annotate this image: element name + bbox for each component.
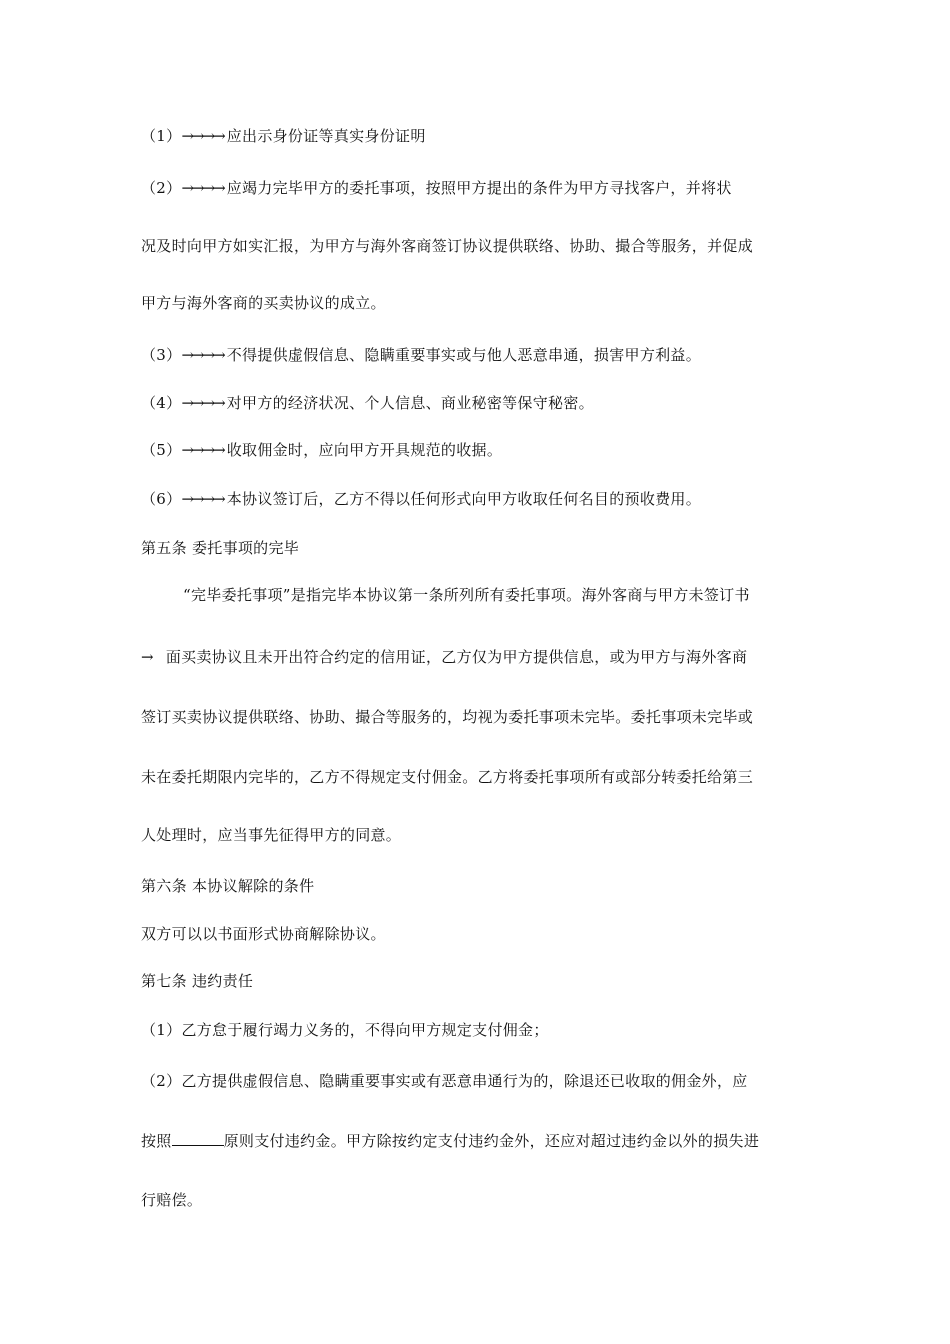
line-text: 面买卖协议且未开出符合约定的信用证，乙方仅为甲方提供信息，或为甲方与海外客商 <box>165 648 748 666</box>
item-text: 应竭力完毕甲方的委托事项，按照甲方提出的条件为甲方寻找客户，并将状 <box>226 179 732 197</box>
tab-arrows: →→→→ <box>181 394 224 412</box>
item-number: （4） <box>141 394 182 412</box>
item-text: 收取佣金时，应向甲方开具规范的收据。 <box>226 441 503 459</box>
item-text: 对甲方的经济状况、个人信息、商业秘密等保守秘密。 <box>226 394 594 412</box>
line-text-end: 原则支付违约金。甲方除按约定支付违约金外，还应对超过违约金以外的损失进 <box>223 1132 760 1150</box>
duty-item-6 <box>141 489 701 509</box>
fill-in-blank <box>172 1131 224 1146</box>
item-number: （2） <box>141 179 182 197</box>
line-text-start: 按照 <box>141 1132 172 1150</box>
item-text: 不得提供虚假信息、隐瞒重要事实或与他人恶意串通，损害甲方利益。 <box>226 346 702 364</box>
tab-arrow: → <box>141 648 154 666</box>
item-text: 应出示身份证等真实身份证明 <box>226 127 426 145</box>
duty-item-2 <box>141 178 732 198</box>
article-5-para-line-4: 未在委托期限内完毕的，乙方不得规定支付佣金。乙方将委托事项所有或部分转委托给第三 <box>141 768 754 786</box>
tab-arrows: →→→→ <box>181 127 224 145</box>
liability-item-2-line-3: 行赔偿。 <box>141 1191 203 1209</box>
duty-item-2-line-2: 况及时向甲方如实汇报，为甲方与海外客商签订协议提供联络、协助、撮合等服务，并促成 <box>141 237 754 255</box>
duty-item-2-line-3: 甲方与海外客商的买卖协议的成立。 <box>141 294 386 312</box>
article-5-para-line-3: 签订买卖协议提供联络、协助、撮合等服务的，均视为委托事项未完毕。委托事项未完毕或 <box>141 708 754 726</box>
tab-arrows: →→→→ <box>181 346 224 364</box>
article-7-heading: 第七条 违约责任 <box>141 972 254 990</box>
item-number: （3） <box>141 346 182 364</box>
duty-item-3 <box>141 345 701 365</box>
article-6-body: 双方可以以书面形式协商解除协议。 <box>141 925 386 943</box>
liability-item-2: （2）乙方提供虚假信息、隐瞒重要事实或有恶意串通行为的，除退还已收取的佣金外，应 <box>141 1072 748 1090</box>
liability-item-2-line-2 <box>141 1131 759 1151</box>
duty-item-5 <box>141 440 502 460</box>
tab-arrows: →→→→ <box>181 441 224 459</box>
item-text: 本协议签订后，乙方不得以任何形式向甲方收取任何名目的预收费用。 <box>226 490 702 508</box>
item-number: （1） <box>141 127 182 145</box>
tab-arrows: →→→→ <box>181 179 224 197</box>
liability-item-1: （1）乙方怠于履行竭力义务的，不得向甲方规定支付佣金； <box>141 1021 549 1039</box>
item-number: （6） <box>141 490 182 508</box>
tab-arrows: →→→→ <box>181 490 224 508</box>
duty-item-4 <box>141 393 594 413</box>
article-5-heading: 第五条 委托事项的完毕 <box>141 539 300 557</box>
article-6-heading: 第六条 本协议解除的条件 <box>141 877 315 895</box>
article-5-para-line-2 <box>141 647 747 667</box>
article-5-para-line-5: 人处理时，应当事先征得甲方的同意。 <box>141 826 402 844</box>
item-number: （5） <box>141 441 182 459</box>
article-5-para-line-1: “完毕委托事项”是指完毕本协议第一条所列所有委托事项。海外客商与甲方未签订书 <box>183 586 750 604</box>
duty-item-1 <box>141 126 426 146</box>
